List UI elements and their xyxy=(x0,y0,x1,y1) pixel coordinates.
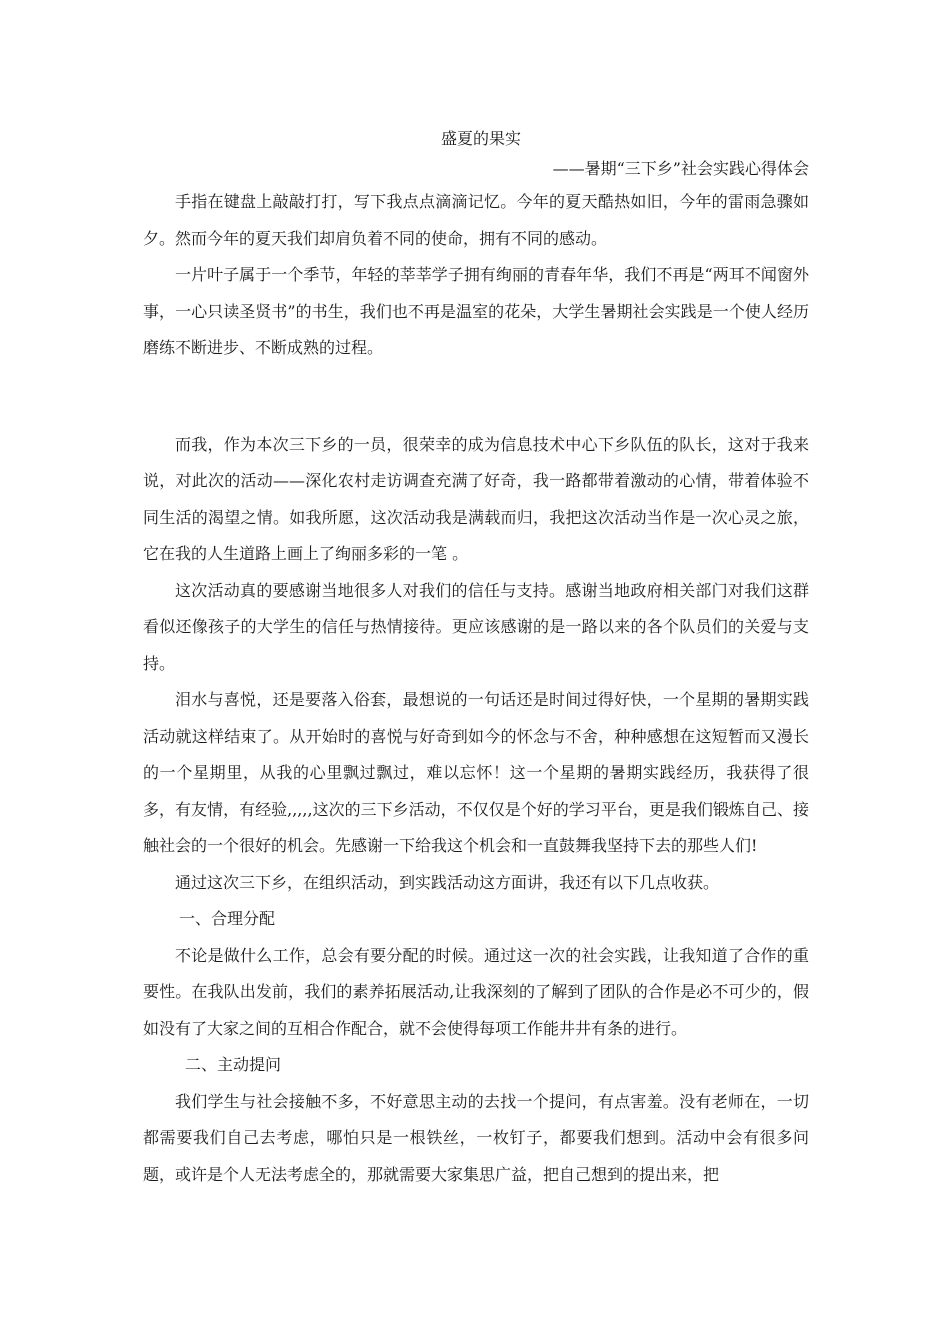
section-heading-allocation: 一、合理分配 xyxy=(179,909,276,928)
document-subtitle: ——暑期“三下乡”社会实践心得体会 xyxy=(552,159,809,178)
paragraph-intro: 手指在键盘上敲敲打打，写下我点点滴滴记忆。今年的夏天酷热如旧，今年的雷雨急骤如夕。然而今年的夏天我们却肩负着不同的使命，拥有不同的感动。 xyxy=(143,192,809,248)
paragraph-spacer xyxy=(143,367,809,427)
section-heading-asking: 二、主动提问 xyxy=(185,1055,282,1074)
paragraph-team-leader: 而我，作为本次三下乡的一员，很荣幸的成为信息技术中心下乡队伍的队长，这对于我来说，对此次的活动——深化农村走访调查充满了好奇，我一路都带着激动的心情，带着体验不同生活的渴望之情。如我所愿，这次活动我是满载而归，我把这次活动当作是一次心灵之旅，它在我的人生道路上画上了绚丽多彩的一笔 。 xyxy=(143,434,809,563)
document-body xyxy=(143,124,809,1193)
paragraph-thanks: 这次活动真的要感谢当地很多人对我们的信任与支持。感谢当地政府相关部门对我们这群看似还像孩子的大学生的信任与热情接待。更应该感谢的是一路以来的各个队员们的关爱与支持。 xyxy=(143,580,809,673)
document-title: 盛夏的果实 xyxy=(440,129,521,148)
paragraph-leaf: 一片叶子属于一个季节，年轻的莘莘学子拥有绚丽的青春年华，我们不再是“两耳不闻窗外事，一心只读圣贤书”的书生，我们也不再是温室的花朵，大学生暑期社会实践是一个使人经历磨练不断进步、不断成熟的过程。 xyxy=(143,265,809,357)
paragraph-reflection: 泪水与喜悦，还是要落入俗套，最想说的一句话还是时间过得好快，一个星期的暑期实践活动就这样结束了。从开始时的喜悦与好奇到如今的怀念与不舍，种种感想在这短暂而又漫长的一个星期里，从我的心里飘过飘过，难以忘怀！这一个星期的暑期实践经历，我获得了很多，有友情，有经验,,,,,这次的三下乡活动，不仅仅是个好的学习平台，更是我们锻炼自己、接触社会的一个很好的机会。先感谢一下给我这个机会和一直鼓舞我坚持下去的那些人们! xyxy=(143,690,809,855)
paragraph-gains-intro: 通过这次三下乡，在组织活动，到实践活动这方面讲，我还有以下几点收获。 xyxy=(175,872,720,892)
paragraph-allocation: 不论是做什么工作，总会有要分配的时候。通过这一次的社会实践，让我知道了合作的重要性。在我队出发前，我们的素养拓展活动,让我深刻的了解到了团队的合作是必不可少的，假如没有了大家之间的互相合作配合，就不会使得每项工作能井井有条的进行。 xyxy=(143,945,809,1038)
paragraph-asking: 我们学生与社会接触不多，不好意思主动的去找一个提问，有点害羞。没有老师在，一切都需要我们自己去考虑，哪怕只是一根铁丝，一枚钉子，都要我们想到。活动中会有很多问题，或许是个人无法考虑全的，那就需要大家集思广益，把自己想到的提出来，把 xyxy=(143,1091,809,1184)
